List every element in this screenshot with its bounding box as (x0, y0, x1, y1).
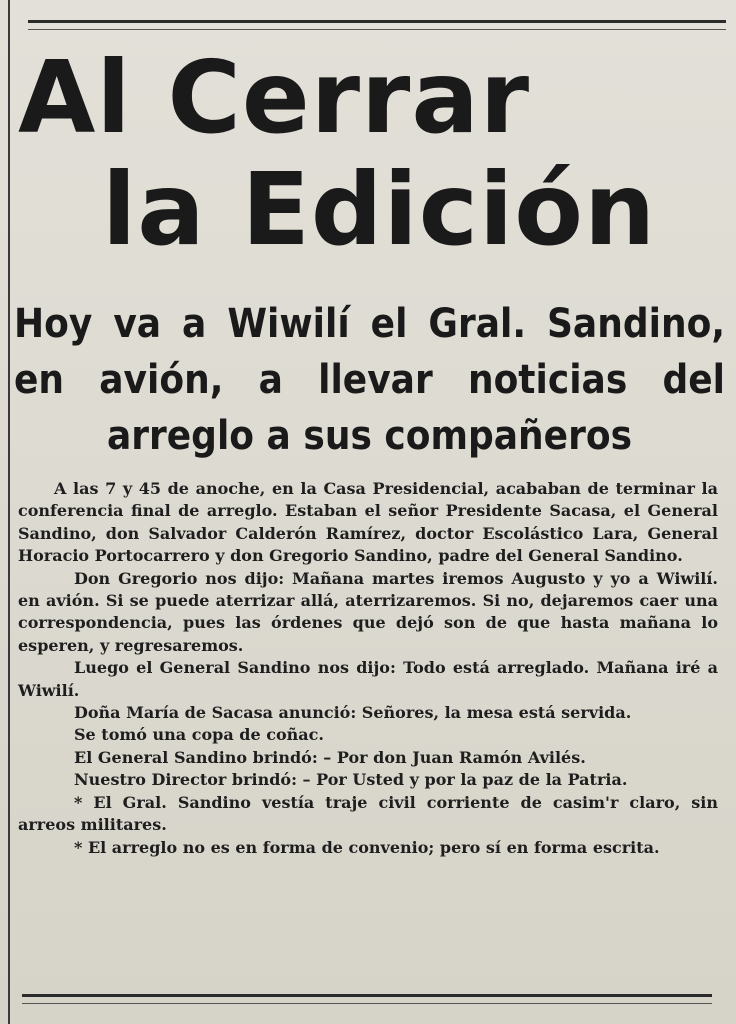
article-paragraph: * El Gral. Sandino vestía traje civil corriente de casim'r claro, sin arreos militares. (18, 792, 718, 835)
article-paragraph: A las 7 y 45 de anoche, en la Casa Presidencial, acababan de terminar la conferencia final de arreglo. Estaban el señor Presidente Sacasa, el General Sandino, don Salvador Calderón Ramírez, doctor Escolástico Lara, General Horacio Portocarrero y don Gregorio Sandino, padre del General Sandino. (18, 479, 718, 566)
top-divider-rule (28, 20, 726, 30)
article-paragraph: Doña María de Sacasa anunció: Señores, la mesa está servida. (74, 703, 632, 723)
subheadline: Hoy va a Wiwilí el Gral. Sandino, en avión, a llevar noticias del arreglo a sus compañeros (14, 301, 725, 459)
article-paragraph: Nuestro Director brindó: – Por Usted y por la paz de la Patria. (74, 770, 628, 790)
headline (14, 39, 730, 268)
bottom-divider-rule (22, 994, 712, 1004)
article-paragraph: Luego el General Sandino nos dijo: Todo está arreglado. Mañana iré a Wiwilí. (18, 658, 718, 700)
headline-line-1: Al Cerrar (18, 39, 531, 156)
column-rule-left (8, 0, 10, 1024)
article-paragraph: * El arreglo no es en forma de convenio; pero sí en forma escrita. (74, 837, 660, 857)
headline-line-2: la Edición (102, 151, 657, 268)
article-body (18, 478, 718, 859)
article-paragraph: Don Gregorio nos dijo: Mañana martes iremos Augusto y yo a Wiwilí. en avión. Si se puede aterrizar allá, aterrizaremos. Si no, dejaremos caer una correspondencia, pues las órdenes que dejó son de que hasta mañana lo esperen, y regresaremos. (18, 568, 718, 655)
article-paragraph: El General Sandino brindó: – Por don Juan Ramón Avilés. (74, 747, 586, 767)
article-paragraph: Se tomó una copa de coñac. (74, 725, 324, 745)
